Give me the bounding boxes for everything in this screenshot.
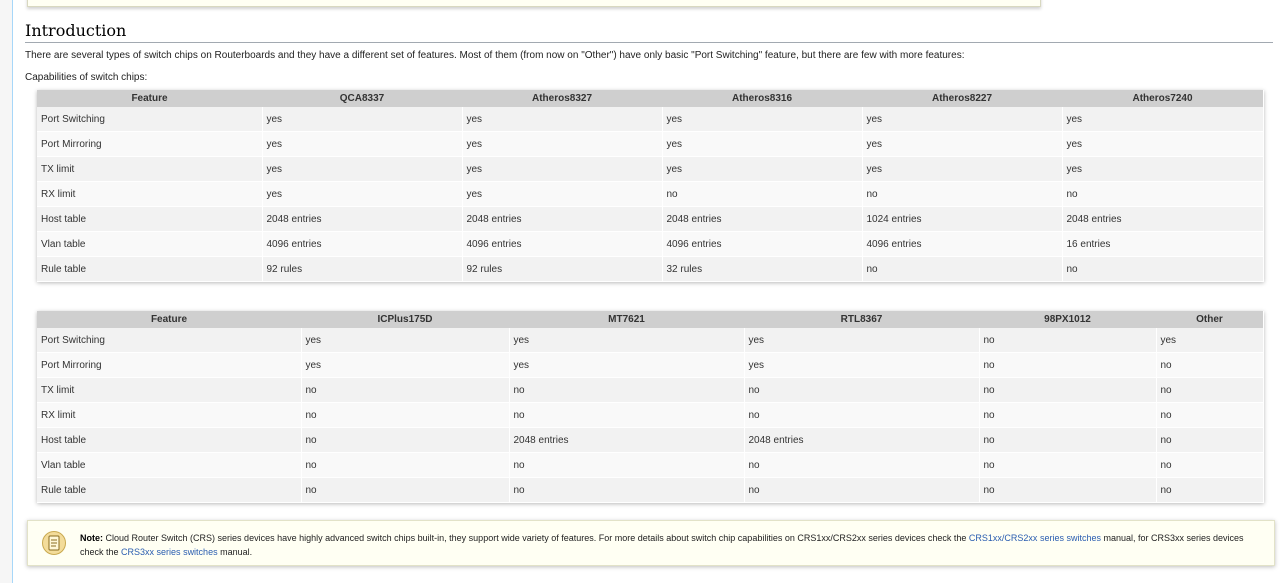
value-cell: no [862, 257, 1062, 282]
table-row [37, 403, 1263, 428]
value-cell: 2048 entries [262, 207, 462, 232]
column-header: Feature [37, 311, 301, 328]
value-cell: no [662, 182, 862, 207]
value-cell: no [744, 453, 979, 478]
switch-chip-table-2 [37, 311, 1264, 503]
table-row [37, 207, 1263, 232]
value-cell: yes [262, 132, 462, 157]
value-cell: no [979, 453, 1156, 478]
column-header: Atheros8316 [662, 90, 862, 107]
note-text-1: Cloud Router Switch (CRS) series devices have highly advanced switch chips built-in, they support wide variety of features. For more details about switch chip capabilities on CRS1xx/CRS2xx series devices check the [105, 533, 967, 543]
value-cell: yes [262, 157, 462, 182]
value-cell: no [1156, 478, 1263, 503]
feature-cell: Rule table [37, 257, 262, 282]
note-label: Note: [80, 533, 103, 543]
value-cell: yes [862, 157, 1062, 182]
table-row [37, 182, 1263, 207]
value-cell: yes [462, 132, 662, 157]
table-row [37, 478, 1263, 503]
value-cell: yes [662, 132, 862, 157]
previous-note-box [27, 0, 1041, 7]
value-cell: no [979, 403, 1156, 428]
section-heading: Introduction [25, 21, 1273, 43]
column-header: Feature [37, 90, 262, 107]
feature-cell: Port Switching [37, 328, 301, 353]
value-cell: no [1156, 428, 1263, 453]
note-text-3: manual. [220, 547, 253, 557]
column-header: RTL8367 [744, 311, 979, 328]
table-row [37, 378, 1263, 403]
value-cell: 2048 entries [662, 207, 862, 232]
value-cell: no [1062, 182, 1263, 207]
value-cell: 4096 entries [262, 232, 462, 257]
table-row [37, 328, 1263, 353]
value-cell: no [744, 403, 979, 428]
value-cell: yes [1156, 328, 1263, 353]
content-area [12, 0, 1280, 583]
value-cell: yes [462, 107, 662, 132]
value-cell: no [1156, 403, 1263, 428]
value-cell: 2048 entries [509, 428, 744, 453]
note-icon [42, 531, 66, 555]
value-cell: no [301, 478, 509, 503]
feature-cell: Port Mirroring [37, 132, 262, 157]
value-cell: no [862, 182, 1062, 207]
value-cell: no [1156, 353, 1263, 378]
table-row [37, 107, 1263, 132]
value-cell: no [301, 453, 509, 478]
value-cell: no [979, 378, 1156, 403]
value-cell: 2048 entries [462, 207, 662, 232]
feature-cell: Host table [37, 207, 262, 232]
value-cell: no [979, 328, 1156, 353]
value-cell: yes [1062, 132, 1263, 157]
feature-cell: Vlan table [37, 232, 262, 257]
value-cell: no [1156, 453, 1263, 478]
value-cell: yes [662, 157, 862, 182]
value-cell: 4096 entries [662, 232, 862, 257]
column-header: Atheros8327 [462, 90, 662, 107]
value-cell: yes [301, 353, 509, 378]
value-cell: yes [262, 107, 462, 132]
value-cell: no [979, 428, 1156, 453]
table-row [37, 428, 1263, 453]
crs1xx-crs2xx-link[interactable]: CRS1xx/CRS2xx series switches [968, 533, 1101, 543]
value-cell: yes [1062, 157, 1263, 182]
value-cell: no [509, 478, 744, 503]
switch-chip-table-1 [37, 90, 1264, 282]
value-cell: yes [509, 328, 744, 353]
feature-cell: Port Switching [37, 107, 262, 132]
note-text-2: manual, for CRS3xx series devices check the [80, 533, 1244, 557]
table-row [37, 257, 1263, 282]
table-row [37, 232, 1263, 257]
value-cell: yes [862, 107, 1062, 132]
feature-cell: TX limit [37, 157, 262, 182]
feature-cell: Port Mirroring [37, 353, 301, 378]
column-header: MT7621 [509, 311, 744, 328]
value-cell: no [509, 378, 744, 403]
intro-paragraph: There are several types of switch chips on Routerboards and they have a different set of features. Most of them (from now on "Other") have only basic "Port Switching" feature, but there are few with more features: [25, 50, 965, 61]
column-header: Atheros8227 [862, 90, 1062, 107]
value-cell: yes [744, 328, 979, 353]
value-cell: yes [262, 182, 462, 207]
value-cell: no [301, 428, 509, 453]
value-cell: 92 rules [262, 257, 462, 282]
value-cell: no [979, 478, 1156, 503]
value-cell: 4096 entries [862, 232, 1062, 257]
value-cell: yes [1062, 107, 1263, 132]
column-header: Atheros7240 [1062, 90, 1263, 107]
value-cell: 32 rules [662, 257, 862, 282]
value-cell: no [509, 453, 744, 478]
feature-cell: Host table [37, 428, 301, 453]
table-header-row [37, 311, 1263, 328]
value-cell: 16 entries [1062, 232, 1263, 257]
feature-cell: RX limit [37, 403, 301, 428]
value-cell: no [744, 378, 979, 403]
value-cell: 4096 entries [462, 232, 662, 257]
table-row [37, 132, 1263, 157]
crs3xx-link[interactable]: CRS3xx series switches [121, 547, 218, 557]
table-header-row [37, 90, 1263, 107]
table-row [37, 353, 1263, 378]
value-cell: no [509, 403, 744, 428]
note-text [80, 531, 1265, 559]
value-cell: 2048 entries [1062, 207, 1263, 232]
value-cell: no [301, 403, 509, 428]
column-header: ICPlus175D [301, 311, 509, 328]
value-cell: yes [744, 353, 979, 378]
value-cell: no [979, 353, 1156, 378]
feature-cell: Rule table [37, 478, 301, 503]
column-header: 98PX1012 [979, 311, 1156, 328]
value-cell: yes [662, 107, 862, 132]
value-cell: 92 rules [462, 257, 662, 282]
column-header: QCA8337 [262, 90, 462, 107]
value-cell: 2048 entries [744, 428, 979, 453]
column-header: Other [1156, 311, 1263, 328]
value-cell: no [1156, 378, 1263, 403]
value-cell: yes [509, 353, 744, 378]
value-cell: no [1062, 257, 1263, 282]
value-cell: yes [462, 157, 662, 182]
value-cell: no [744, 478, 979, 503]
value-cell: yes [462, 182, 662, 207]
value-cell: 1024 entries [862, 207, 1062, 232]
feature-cell: Vlan table [37, 453, 301, 478]
feature-cell: RX limit [37, 182, 262, 207]
table-row [37, 453, 1263, 478]
value-cell: no [301, 378, 509, 403]
table-caption: Capabilities of switch chips: [25, 72, 148, 83]
value-cell: yes [862, 132, 1062, 157]
table-row [37, 157, 1263, 182]
value-cell: yes [301, 328, 509, 353]
note-box [27, 520, 1275, 566]
feature-cell: TX limit [37, 378, 301, 403]
